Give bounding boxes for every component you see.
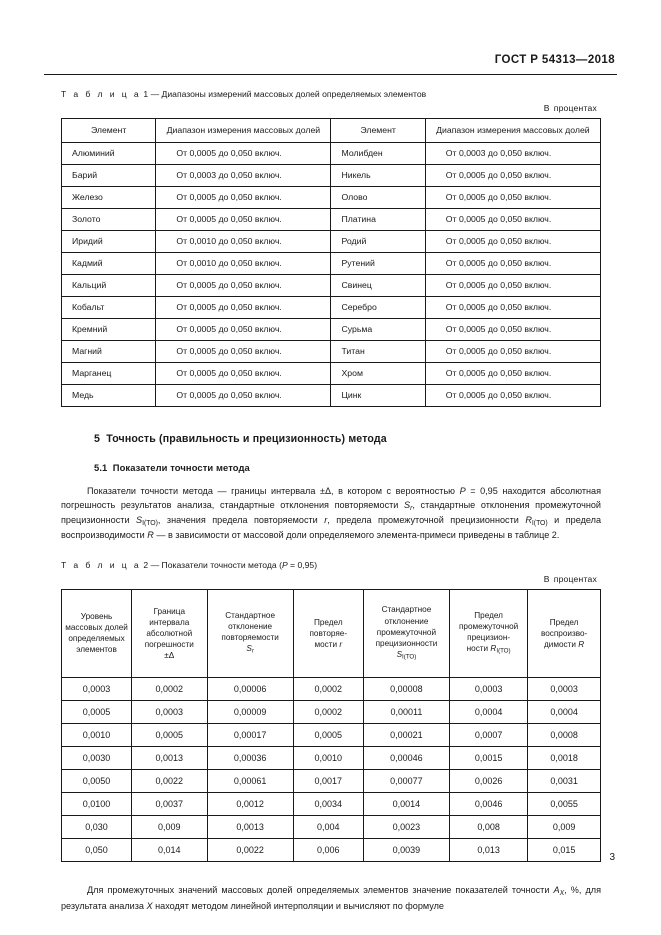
table-row	[62, 252, 601, 274]
section-heading	[94, 433, 601, 445]
table1-caption-label: Т а б л и ц а	[61, 89, 141, 99]
table2-col-repeatability-sd: Стандартное отклонение повторяемости $S_r$	[207, 590, 293, 678]
table2-cell: 0,0022	[207, 839, 293, 862]
table-row	[62, 340, 601, 362]
table2-cell: 0,0005	[132, 724, 207, 747]
table1-cell: Марганец	[62, 362, 156, 384]
table1-cell: Свинец	[331, 274, 425, 296]
table-row	[62, 793, 601, 816]
table-row	[62, 362, 601, 384]
table2-cell: 0,006	[293, 839, 363, 862]
table2-cell: 0,0046	[450, 793, 528, 816]
table2-cell: 0,0005	[293, 724, 363, 747]
table2-cell: 0,00046	[363, 747, 449, 770]
table-row	[62, 839, 601, 862]
table-row	[62, 296, 601, 318]
table2-col-absolute-error-limit: Граница интервала абсолютной погрешности ±Δ	[132, 590, 207, 678]
table2-cell: 0,00009	[207, 701, 293, 724]
table1-units-note	[61, 103, 601, 113]
table-row	[62, 230, 601, 252]
table1-cell: От 0,0005 до 0,050 включ.	[156, 318, 331, 340]
table2-cell: 0,0015	[450, 747, 528, 770]
table-row	[62, 384, 601, 406]
table2-col-intermediate-precision-limit: Предел промежуточной прецизион- ности $R_{I(ТО)}$	[450, 590, 528, 678]
table1-units-value: процентах	[553, 102, 597, 113]
table1-cell: От 0,0005 до 0,050 включ.	[425, 296, 600, 318]
table1-cell: Титан	[331, 340, 425, 362]
table2-cell: 0,004	[293, 816, 363, 839]
table2-cell: 0,00036	[207, 747, 293, 770]
table1-cell: От 0,0005 до 0,050 включ.	[425, 318, 600, 340]
table1-cell: Магний	[62, 340, 156, 362]
table1-cell: От 0,0005 до 0,050 включ.	[425, 186, 600, 208]
table-row	[62, 208, 601, 230]
table2-cell: 0,0002	[132, 678, 207, 701]
table2-cell: 0,0014	[363, 793, 449, 816]
table1-cell: Кальций	[62, 274, 156, 296]
table-measurement-ranges	[61, 118, 601, 407]
table-row	[62, 142, 601, 164]
table2-cell: 0,014	[132, 839, 207, 862]
table2-caption	[61, 559, 601, 572]
table2-cell: 0,0026	[450, 770, 528, 793]
table2-cell: 0,00006	[207, 678, 293, 701]
table1-cell: От 0,0005 до 0,050 включ.	[425, 208, 600, 230]
table1-cell: От 0,0005 до 0,050 включ.	[425, 274, 600, 296]
table1-col-element-left: Элемент	[62, 118, 156, 142]
standard-number-header: ГОСТ Р 54313—2018	[494, 54, 615, 66]
table2-body	[62, 678, 601, 862]
table2-cell: 0,0055	[528, 793, 601, 816]
table1-cell: От 0,0005 до 0,050 включ.	[156, 362, 331, 384]
table2-cell: 0,0037	[132, 793, 207, 816]
table1-cell: От 0,0010 до 0,050 включ.	[156, 230, 331, 252]
table1-cell: Серебро	[331, 296, 425, 318]
table1-col-element-right: Элемент	[331, 118, 425, 142]
table2-cell: 0,0034	[293, 793, 363, 816]
section-title: Точность (правильность и прецизионность) метода	[106, 432, 387, 445]
table2-cell: 0,0002	[293, 701, 363, 724]
precision-description-paragraph: Показатели точности метода — границы интервала ±Δ, в котором с вероятностью P = 0,95 находится абсолютная погрешность результатов анализа, стандартные отклонения повторяемости $S_r$, стандартные отклонения промежуточной прецизионности $S_{I(ТО)}$, значения предела повторяемости r, предела промежуточной прецизионности $R_{I(ТО)}$ и предела воспроизводимости R — в зависимости от массовой доли определяемого элемента-примеси приведены в таблице 2.	[61, 485, 602, 541]
table-row	[62, 747, 601, 770]
table2-cell: 0,0018	[528, 747, 601, 770]
table-row	[62, 186, 601, 208]
table1-cell: Иридий	[62, 230, 156, 252]
table1-cell: От 0,0005 до 0,050 включ.	[156, 340, 331, 362]
table-row	[62, 164, 601, 186]
table2-cell: 0,0039	[363, 839, 449, 862]
table1-cell: Сурьма	[331, 318, 425, 340]
table2-cell: 0,00061	[207, 770, 293, 793]
table1-cell: Олово	[331, 186, 425, 208]
table2-cell: 0,0010	[293, 747, 363, 770]
table2-caption-label: Т а б л и ц а	[61, 560, 141, 571]
table1-cell: Кобальт	[62, 296, 156, 318]
table2-cell: 0,0031	[528, 770, 601, 793]
table1-header-row	[62, 118, 601, 142]
table1-cell: От 0,0003 до 0,050 включ.	[156, 164, 331, 186]
table2-cell: 0,0010	[62, 724, 132, 747]
table1-units-prefix: В	[543, 102, 552, 113]
table2-cell: 0,0005	[62, 701, 132, 724]
table-row	[62, 724, 601, 747]
table2-cell: 0,00021	[363, 724, 449, 747]
table1-caption	[61, 88, 601, 101]
table2-col-intermediate-precision-sd: Стандартное отклонение промежуточной прецизионности $S_{I(ТО)}$	[363, 590, 449, 678]
table1-cell: От 0,0005 до 0,050 включ.	[156, 186, 331, 208]
table1-cell: От 0,0005 до 0,050 включ.	[156, 274, 331, 296]
table1-cell: От 0,0005 до 0,050 включ.	[156, 208, 331, 230]
subsection-number: 5.1	[94, 461, 108, 473]
table2-col-mass-fraction-level: Уровень массовых долей определяемых элементов	[62, 590, 132, 678]
table-row	[62, 701, 601, 724]
table-row	[62, 678, 601, 701]
table-row	[62, 318, 601, 340]
table1-body	[62, 142, 601, 406]
table2-header-row	[62, 590, 601, 678]
table2-caption-text: — Показатели точности метода (P = 0,95)	[150, 560, 318, 571]
table2-units-note	[61, 574, 601, 584]
table1-cell: Алюминий	[62, 142, 156, 164]
table1-cell: Рутений	[331, 252, 425, 274]
table2-cell: 0,0008	[528, 724, 601, 747]
table-precision-indicators	[61, 589, 601, 862]
table2-cell: 0,0100	[62, 793, 132, 816]
table2-caption-number: 2	[143, 560, 149, 571]
table2-col-repeatability-limit: Предел повторяе- мости r	[293, 590, 363, 678]
table2-cell: 0,008	[450, 816, 528, 839]
table-row	[62, 274, 601, 296]
table1-cell: Никель	[331, 164, 425, 186]
table1-cell: Медь	[62, 384, 156, 406]
table1-cell: От 0,0010 до 0,050 включ.	[156, 252, 331, 274]
table1-cell: От 0,0005 до 0,050 включ.	[425, 164, 600, 186]
table2-cell: 0,00077	[363, 770, 449, 793]
table2-cell: 0,009	[528, 816, 601, 839]
section-number: 5	[94, 432, 101, 445]
header-divider	[44, 74, 617, 75]
table1-cell: Родий	[331, 230, 425, 252]
table2-units-prefix: В	[543, 574, 552, 585]
table1-col-range-right: Диапазон измерения массовых долей	[425, 118, 600, 142]
table1-cell: От 0,0005 до 0,050 включ.	[425, 384, 600, 406]
table2-cell: 0,0003	[450, 678, 528, 701]
table2-col-reproducibility-limit: Предел воспроизво- димости R	[528, 590, 601, 678]
table1-cell: Золото	[62, 208, 156, 230]
page-content	[61, 88, 601, 913]
table-row	[62, 770, 601, 793]
table1-col-range-left: Диапазон измерения массовых долей	[156, 118, 331, 142]
table2-cell: 0,015	[528, 839, 601, 862]
table1-cell: Хром	[331, 362, 425, 384]
table1-cell: Кадмий	[62, 252, 156, 274]
subsection-title: Показатели точности метода	[112, 461, 250, 473]
table1-cell: Молибден	[331, 142, 425, 164]
table1-cell: От 0,0003 до 0,050 включ.	[425, 142, 600, 164]
table2-cell: 0,0003	[62, 678, 132, 701]
table1-cell: От 0,0005 до 0,050 включ.	[156, 296, 331, 318]
table2-cell: 0,0050	[62, 770, 132, 793]
table1-cell: Железо	[62, 186, 156, 208]
table2-cell: 0,0004	[450, 701, 528, 724]
table2-cell: 0,030	[62, 816, 132, 839]
table2-cell: 0,0004	[528, 701, 601, 724]
table2-cell: 0,0013	[207, 816, 293, 839]
table2-cell: 0,0013	[132, 747, 207, 770]
table2-cell: 0,0017	[293, 770, 363, 793]
subsection-heading	[94, 462, 601, 473]
table1-cell: От 0,0005 до 0,050 включ.	[156, 384, 331, 406]
table1-cell: От 0,0005 до 0,050 включ.	[425, 252, 600, 274]
table1-cell: Кремний	[62, 318, 156, 340]
table1-cell: Платина	[331, 208, 425, 230]
table2-cell: 0,009	[132, 816, 207, 839]
table1-cell: Цинк	[331, 384, 425, 406]
table2-cell: 0,00008	[363, 678, 449, 701]
table1-cell: От 0,0005 до 0,050 включ.	[425, 362, 600, 384]
table2-cell: 0,0003	[132, 701, 207, 724]
table1-cell: От 0,0005 до 0,050 включ.	[156, 142, 331, 164]
table2-cell: 0,0012	[207, 793, 293, 816]
table2-cell: 0,050	[62, 839, 132, 862]
table2-cell: 0,0007	[450, 724, 528, 747]
page-number: 3	[609, 852, 615, 863]
table2-units-value: процентах	[553, 574, 597, 585]
table2-cell: 0,0023	[363, 816, 449, 839]
table2-cell: 0,013	[450, 839, 528, 862]
table2-cell: 0,00011	[363, 701, 449, 724]
table2-cell: 0,0022	[132, 770, 207, 793]
table1-cell: Барий	[62, 164, 156, 186]
table2-cell: 0,0030	[62, 747, 132, 770]
interpolation-paragraph: Для промежуточных значений массовых долей определяемых элементов значение показателей точности $A_X$, %, для результата анализа X находят методом линейной интерполяции и вычисляют по формуле	[61, 885, 601, 911]
table2-cell: 0,00017	[207, 724, 293, 747]
table1-cell: От 0,0005 до 0,050 включ.	[425, 340, 600, 362]
table1-caption-text: — Диапазоны измерений массовых долей определяемых элементов	[150, 89, 427, 99]
table2-cell: 0,0003	[528, 678, 601, 701]
table1-cell: От 0,0005 до 0,050 включ.	[425, 230, 600, 252]
table2-cell: 0,0002	[293, 678, 363, 701]
table1-caption-number: 1	[143, 89, 149, 99]
table-row	[62, 816, 601, 839]
